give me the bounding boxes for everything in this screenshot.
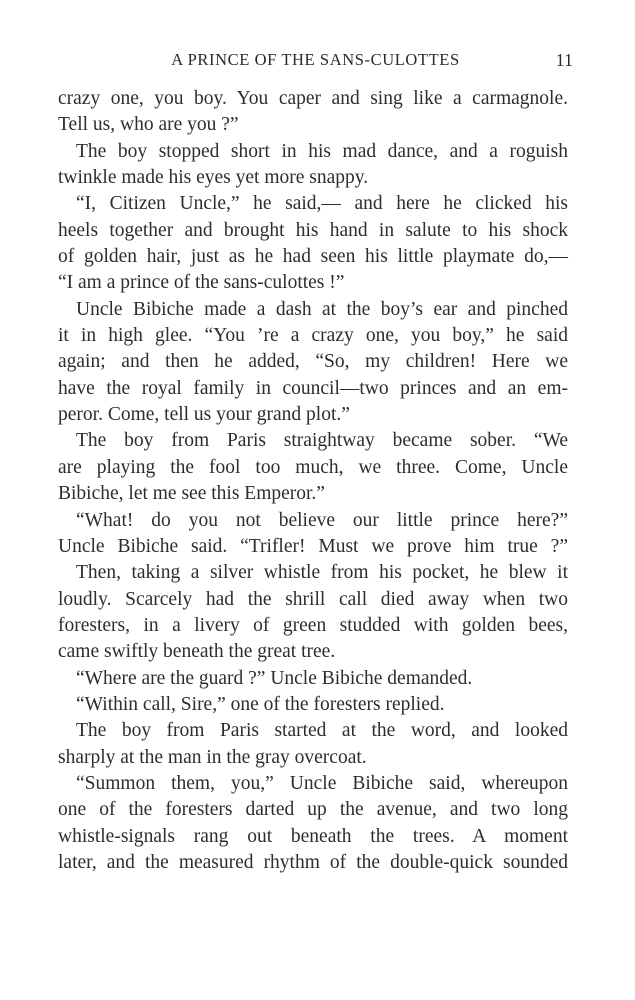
text-line: The boy stopped short in his mad dance, and a roguish [76, 140, 568, 162]
page-number: 11 [555, 50, 573, 70]
text-line: twinkle made his eyes yet more snappy. [58, 167, 369, 189]
text-line: loudly. Scarcely had the shrill call died away when two [58, 588, 568, 610]
text-line: later, and the measured rhythm of the double-quick sounded [58, 851, 568, 873]
text-line: “I am a prince of the sans-culottes !” [58, 272, 345, 294]
text-line: Bibiche, let me see this Emperor.” [58, 483, 325, 505]
text-line: “Within call, Sire,” one of the foresters replied. [76, 693, 445, 715]
text-line: again; and then he added, “So, my children! Here we [58, 351, 568, 373]
text-line: The boy from Paris straightway became sober. “We [76, 430, 568, 452]
text-line: “Summon them, you,” Uncle Bibiche said, whereupon [76, 772, 568, 794]
text-line: peror. Come, tell us your grand plot.” [58, 404, 350, 426]
text-line: have the royal family in council—two princes and an em- [58, 377, 568, 399]
text-line: sharply at the man in the gray overcoat. [58, 746, 367, 768]
text-line: crazy one, you boy. You caper and sing like a carmagnole. [58, 88, 568, 109]
body-text [58, 86, 568, 876]
text-line: Tell us, who are you ?” [58, 114, 239, 136]
text-line: Uncle Bibiche made a dash at the boy’s ear and pinched [76, 298, 568, 320]
running-head [58, 50, 573, 74]
running-title: A PRINCE OF THE SANS-CULOTTES [171, 50, 460, 69]
text-line: are playing the fool too much, we three. Come, Uncle [58, 456, 568, 478]
text-line: heels together and brought his hand in salute to his shock [58, 219, 568, 241]
text-line: one of the foresters darted up the avenue, and two long [58, 799, 568, 821]
text-line: foresters, in a livery of green studded with golden bees, [58, 614, 568, 636]
text-line: Uncle Bibiche said. “Trifler! Must we prove him true ?” [58, 535, 568, 557]
text-line: “What! do you not believe our little prince here?” [76, 509, 568, 531]
text-line: Then, taking a silver whistle from his pocket, he blew it [76, 562, 568, 584]
text-line: it in high glee. “You ’re a crazy one, you boy,” he said [58, 325, 568, 347]
text-line: of golden hair, just as he had seen his little playmate do,— [58, 246, 568, 268]
text-line: “Where are the guard ?” Uncle Bibiche demanded. [76, 667, 473, 689]
text-line: came swiftly beneath the great tree. [58, 641, 336, 663]
text-line: The boy from Paris started at the word, and looked [76, 720, 568, 742]
text-line: whistle-signals rang out beneath the trees. A moment [58, 825, 568, 847]
text-line: “I, Citizen Uncle,” he said,— and here he clicked his [76, 193, 568, 215]
